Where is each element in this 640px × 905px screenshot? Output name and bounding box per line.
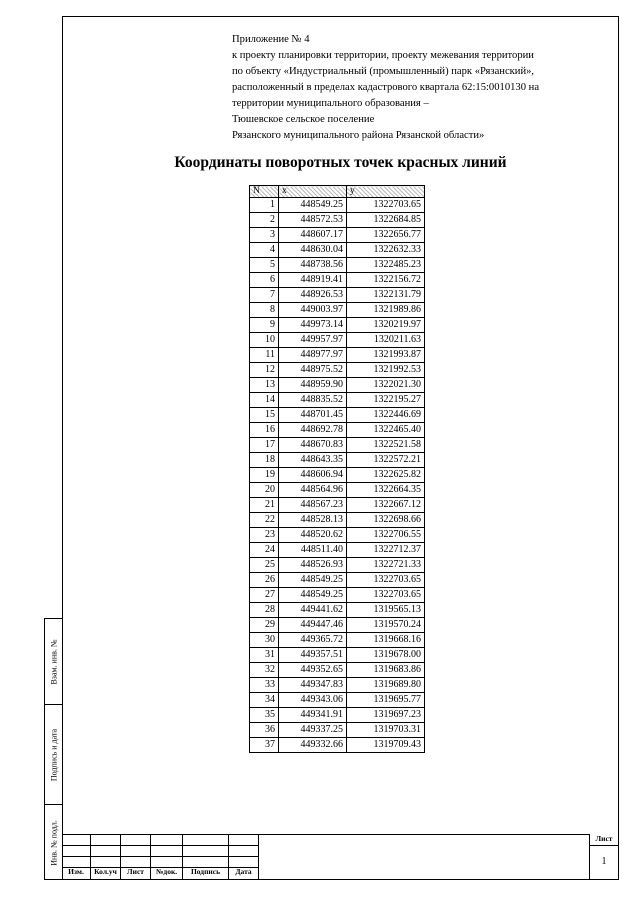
- stamp-col-ndok: №док.: [155, 867, 178, 876]
- margin-label-podpis: Подпись и дата: [49, 728, 58, 781]
- cell-n: 1: [250, 198, 279, 213]
- cell-n: 16: [250, 423, 279, 438]
- cell-x: 449352.65: [279, 663, 347, 678]
- cell-y: 1319689.80: [347, 678, 425, 693]
- table-row: [250, 573, 425, 588]
- header-y: y: [347, 186, 425, 198]
- header-annotation: [232, 32, 617, 144]
- table-row: [250, 423, 425, 438]
- table-row: [250, 528, 425, 543]
- table-row: [250, 318, 425, 333]
- table-row: [250, 618, 425, 633]
- cell-n: 15: [250, 408, 279, 423]
- cell-x: 448549.25: [279, 588, 347, 603]
- cell-y: 1322195.27: [347, 393, 425, 408]
- table-row: [250, 648, 425, 663]
- table-header-row: [250, 186, 425, 198]
- table-row: [250, 213, 425, 228]
- cell-y: 1322703.65: [347, 573, 425, 588]
- table-row: [250, 483, 425, 498]
- cell-y: 1321992.53: [347, 363, 425, 378]
- cell-n: 12: [250, 363, 279, 378]
- cell-x: 448549.25: [279, 573, 347, 588]
- cell-n: 10: [250, 333, 279, 348]
- cell-x: 449003.97: [279, 303, 347, 318]
- table-row: [250, 678, 425, 693]
- cell-y: 1322664.35: [347, 483, 425, 498]
- sheet-label: Лист: [595, 834, 613, 843]
- cell-x: 448926.53: [279, 288, 347, 303]
- cell-y: 1322156.72: [347, 273, 425, 288]
- cell-n: 11: [250, 348, 279, 363]
- cell-y: 1322572.21: [347, 453, 425, 468]
- cell-n: 9: [250, 318, 279, 333]
- cell-y: 1322656.77: [347, 228, 425, 243]
- table-row: [250, 588, 425, 603]
- cell-y: 1320219.97: [347, 318, 425, 333]
- cell-y: 1319695.77: [347, 693, 425, 708]
- table-row: [250, 438, 425, 453]
- cell-y: 1320211.63: [347, 333, 425, 348]
- annotation-line: Тюшевское сельское поселение: [232, 114, 375, 125]
- cell-x: 448919.41: [279, 273, 347, 288]
- cell-y: 1319678.00: [347, 648, 425, 663]
- table-row: [250, 498, 425, 513]
- stamp-col-podpis: Подпись: [190, 867, 221, 876]
- cell-n: 8: [250, 303, 279, 318]
- cell-y: 1322465.40: [347, 423, 425, 438]
- cell-y: 1322485.23: [347, 258, 425, 273]
- cell-y: 1322667.12: [347, 498, 425, 513]
- table-row: [250, 543, 425, 558]
- title-block: [62, 834, 619, 880]
- cell-y: 1322712.37: [347, 543, 425, 558]
- cell-x: 448567.23: [279, 498, 347, 513]
- cell-x: 448835.52: [279, 393, 347, 408]
- cell-x: 449341.91: [279, 708, 347, 723]
- table-row: [250, 243, 425, 258]
- cell-n: 33: [250, 678, 279, 693]
- cell-y: 1322446.69: [347, 408, 425, 423]
- table-row: [250, 513, 425, 528]
- cell-x: 448977.97: [279, 348, 347, 363]
- cell-x: 449357.51: [279, 648, 347, 663]
- cell-n: 27: [250, 588, 279, 603]
- cell-n: 26: [250, 573, 279, 588]
- cell-n: 31: [250, 648, 279, 663]
- cell-x: 449973.14: [279, 318, 347, 333]
- table-row: [250, 693, 425, 708]
- cell-n: 17: [250, 438, 279, 453]
- cell-y: 1322698.66: [347, 513, 425, 528]
- cell-x: 448738.56: [279, 258, 347, 273]
- cell-x: 449365.72: [279, 633, 347, 648]
- cell-n: 18: [250, 453, 279, 468]
- margin-cell-podpis: [45, 705, 62, 805]
- cell-y: 1319709.43: [347, 738, 425, 753]
- table-row: [250, 468, 425, 483]
- cell-n: 6: [250, 273, 279, 288]
- cell-n: 21: [250, 498, 279, 513]
- table-row: [250, 273, 425, 288]
- cell-n: 14: [250, 393, 279, 408]
- stamp-col-izm: Изм.: [68, 867, 84, 876]
- cell-x: 449332.66: [279, 738, 347, 753]
- header-x: x: [279, 186, 347, 198]
- annotation-line: к проекту планировки территории, проекту межевания территории: [232, 50, 534, 61]
- cell-x: 448511.40: [279, 543, 347, 558]
- stamp-col-data: Дата: [235, 867, 252, 876]
- table-row: [250, 738, 425, 753]
- cell-n: 2: [250, 213, 279, 228]
- header-n: N: [250, 186, 279, 198]
- margin-cell-vzam: [45, 619, 62, 705]
- cell-x: 448520.62: [279, 528, 347, 543]
- annotation-line: расположенный в пределах кадастрового квартала 62:15:0010130 на: [232, 82, 540, 93]
- table-row: [250, 228, 425, 243]
- margin-cell-inv: [45, 805, 62, 881]
- cell-y: 1321993.87: [347, 348, 425, 363]
- cell-y: 1322521.58: [347, 438, 425, 453]
- cell-y: 1322632.33: [347, 243, 425, 258]
- cell-x: 449957.97: [279, 333, 347, 348]
- cell-n: 30: [250, 633, 279, 648]
- table-row: [250, 453, 425, 468]
- margin-label-inv: Инв. № подл.: [49, 820, 58, 866]
- cell-n: 5: [250, 258, 279, 273]
- cell-y: 1322703.65: [347, 198, 425, 213]
- cell-y: 1322021.30: [347, 378, 425, 393]
- table-row: [250, 723, 425, 738]
- cell-n: 29: [250, 618, 279, 633]
- table-row: [250, 708, 425, 723]
- margin-stamp: [44, 618, 62, 880]
- annotation-line: территории муниципального образования –: [232, 98, 429, 109]
- cell-x: 449337.25: [279, 723, 347, 738]
- coordinates-table: [249, 185, 425, 753]
- table-row: [250, 363, 425, 378]
- table-row: [250, 348, 425, 363]
- cell-y: 1321989.86: [347, 303, 425, 318]
- cell-x: 448630.04: [279, 243, 347, 258]
- cell-y: 1319565.13: [347, 603, 425, 618]
- table-row: [250, 558, 425, 573]
- cell-x: 448528.13: [279, 513, 347, 528]
- cell-x: 448643.35: [279, 453, 347, 468]
- stamp-col-list: Лист: [127, 867, 144, 876]
- cell-x: 448549.25: [279, 198, 347, 213]
- cell-x: 449343.06: [279, 693, 347, 708]
- cell-y: 1322131.79: [347, 288, 425, 303]
- cell-y: 1322721.33: [347, 558, 425, 573]
- table-row: [250, 408, 425, 423]
- cell-x: 448606.94: [279, 468, 347, 483]
- cell-x: 448526.93: [279, 558, 347, 573]
- annotation-line: Рязанского муниципального района Рязанской области»: [232, 130, 485, 141]
- cell-n: 37: [250, 738, 279, 753]
- cell-n: 19: [250, 468, 279, 483]
- cell-n: 35: [250, 708, 279, 723]
- page-title: Координаты поворотных точек красных линий: [174, 154, 507, 171]
- annotation-line: Приложение № 4: [232, 34, 310, 45]
- table-row: [250, 603, 425, 618]
- cell-n: 32: [250, 663, 279, 678]
- table-row: [250, 198, 425, 213]
- cell-y: 1322706.55: [347, 528, 425, 543]
- cell-n: 34: [250, 693, 279, 708]
- table-body: [250, 198, 425, 753]
- cell-y: 1319703.31: [347, 723, 425, 738]
- cell-y: 1322625.82: [347, 468, 425, 483]
- cell-x: 449347.83: [279, 678, 347, 693]
- table-row: [250, 633, 425, 648]
- cell-n: 20: [250, 483, 279, 498]
- stamp-col-koluch: Кол.уч: [94, 867, 117, 876]
- cell-x: 448975.52: [279, 363, 347, 378]
- margin-label-vzam: Взам. инв. №: [49, 638, 58, 685]
- table-row: [250, 303, 425, 318]
- cell-n: 24: [250, 543, 279, 558]
- cell-x: 448607.17: [279, 228, 347, 243]
- table-row: [250, 663, 425, 678]
- cell-y: 1322703.65: [347, 588, 425, 603]
- cell-n: 7: [250, 288, 279, 303]
- cell-n: 23: [250, 528, 279, 543]
- cell-x: 448701.45: [279, 408, 347, 423]
- sheet-number: 1: [601, 856, 607, 867]
- cell-n: 3: [250, 228, 279, 243]
- cell-n: 13: [250, 378, 279, 393]
- table-row: [250, 258, 425, 273]
- table-row: [250, 393, 425, 408]
- cell-n: 25: [250, 558, 279, 573]
- cell-y: 1319683.86: [347, 663, 425, 678]
- cell-n: 22: [250, 513, 279, 528]
- cell-n: 28: [250, 603, 279, 618]
- cell-x: 449447.46: [279, 618, 347, 633]
- cell-x: 448564.96: [279, 483, 347, 498]
- cell-y: 1319668.16: [347, 633, 425, 648]
- cell-x: 448959.90: [279, 378, 347, 393]
- cell-x: 448692.78: [279, 423, 347, 438]
- cell-n: 36: [250, 723, 279, 738]
- cell-n: 4: [250, 243, 279, 258]
- table-row: [250, 333, 425, 348]
- cell-x: 448670.83: [279, 438, 347, 453]
- cell-y: 1319697.23: [347, 708, 425, 723]
- cell-y: 1319570.24: [347, 618, 425, 633]
- table-row: [250, 288, 425, 303]
- cell-x: 448572.53: [279, 213, 347, 228]
- cell-y: 1322684.85: [347, 213, 425, 228]
- table-row: [250, 378, 425, 393]
- annotation-line: по объекту «Индустриальный (промышленный) парк «Рязанский»,: [232, 66, 535, 77]
- cell-x: 449441.62: [279, 603, 347, 618]
